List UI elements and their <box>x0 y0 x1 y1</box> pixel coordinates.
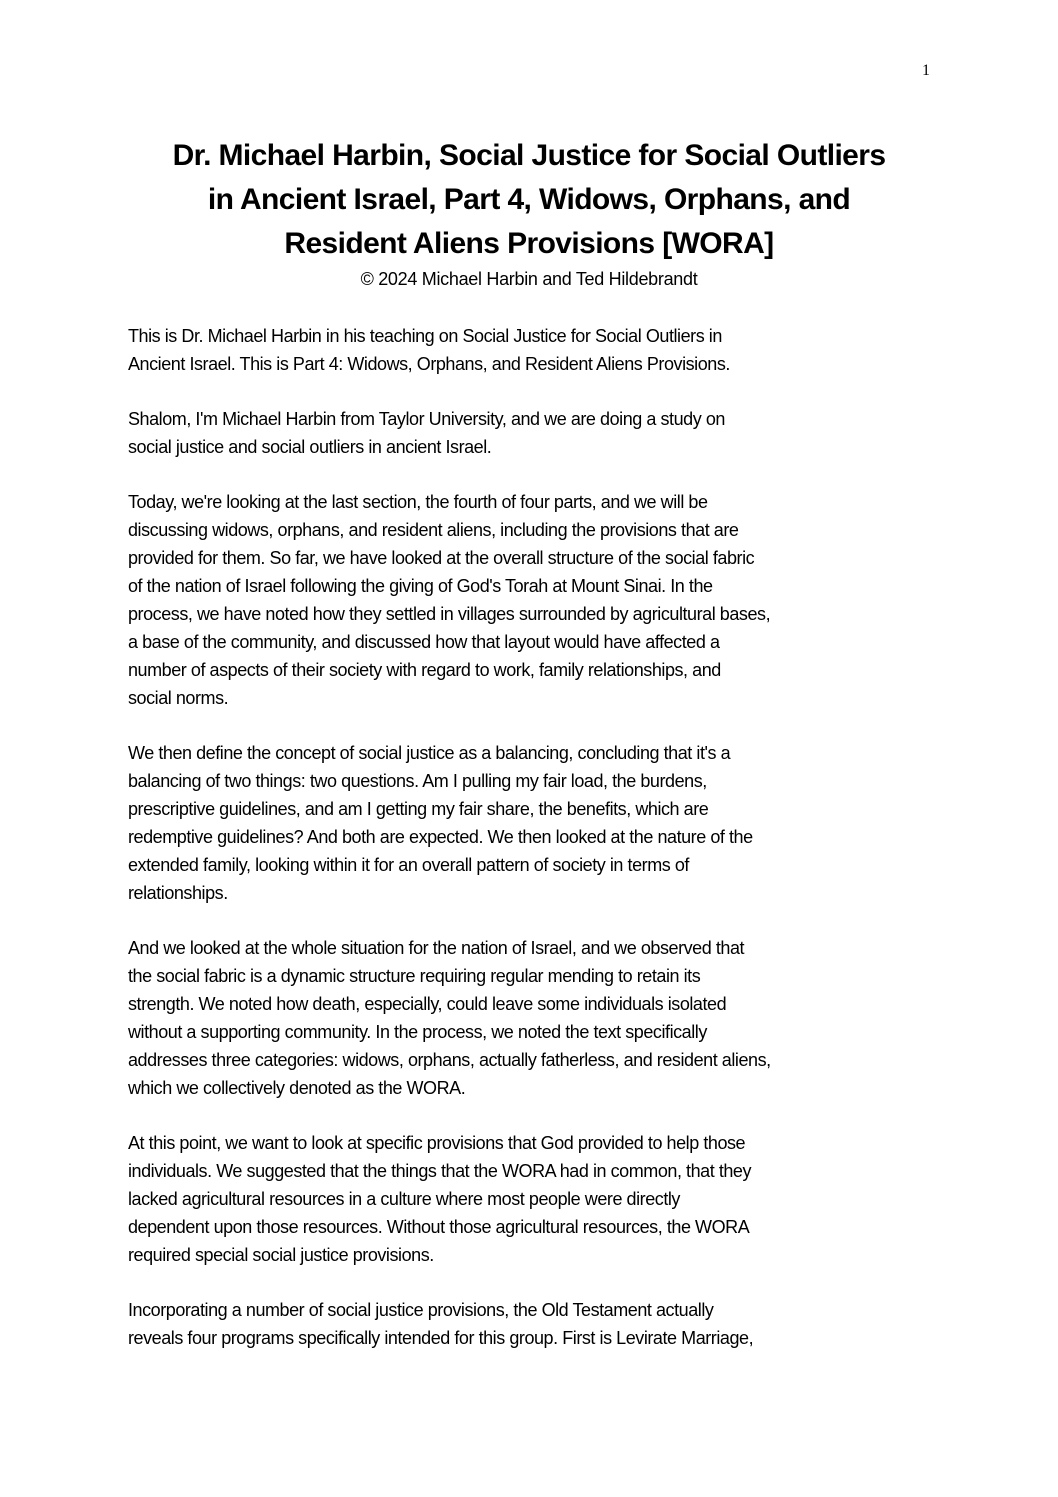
text-line: discussing widows, orphans, and resident aliens, including the provisions that are <box>128 520 739 540</box>
paragraph-four-programs <box>128 1296 938 1352</box>
title-line: in Ancient Israel, Part 4, Widows, Orphans, and <box>207 183 851 216</box>
paragraph-provisions <box>128 1129 938 1269</box>
text-line: We then define the concept of social justice as a balancing, concluding that it's a <box>128 743 731 763</box>
text-line: dependent upon those resources. Without those agricultural resources, the WORA <box>128 1217 750 1237</box>
text-line: This is Dr. Michael Harbin in his teaching on Social Justice for Social Outliers in <box>128 326 722 346</box>
text-line: At this point, we want to look at specific provisions that God provided to help those <box>128 1133 746 1153</box>
text-line: relationships. <box>128 883 228 903</box>
text-line: Shalom, I'm Michael Harbin from Taylor University, and we are doing a study on <box>128 409 725 429</box>
text-line: individuals. We suggested that the things that the WORA had in common, that they <box>128 1161 752 1181</box>
text-line: extended family, looking within it for an overall pattern of society in terms of <box>128 855 689 875</box>
document-body <box>128 322 938 1379</box>
text-line: prescriptive guidelines, and am I getting my fair share, the benefits, which are <box>128 799 709 819</box>
text-line: provided for them. So far, we have looked at the overall structure of the social fabric <box>128 548 755 568</box>
text-line: without a supporting community. In the process, we noted the text specifically <box>128 1022 707 1042</box>
document-title <box>110 134 948 266</box>
text-line: reveals four programs specifically intended for this group. First is Levirate Marriage, <box>128 1328 754 1348</box>
text-line: Ancient Israel. This is Part 4: Widows, Orphans, and Resident Aliens Provisions. <box>128 354 730 374</box>
paragraph-intro <box>128 322 938 378</box>
paragraph-social-fabric <box>128 934 938 1102</box>
text-line: addresses three categories: widows, orphans, actually fatherless, and resident aliens, <box>128 1050 771 1070</box>
text-line: balancing of two things: two questions. Am I pulling my fair load, the burdens, <box>128 771 707 791</box>
title-line: Resident Aliens Provisions [WORA] <box>284 227 774 260</box>
text-line: number of aspects of their society with regard to work, family relationships, and <box>128 660 721 680</box>
text-line: Incorporating a number of social justice provisions, the Old Testament actually <box>128 1300 714 1320</box>
text-line: which we collectively denoted as the WORA. <box>128 1078 466 1098</box>
paragraph-overview <box>128 488 938 712</box>
text-line: redemptive guidelines? And both are expected. We then looked at the nature of the <box>128 827 753 847</box>
text-line: strength. We noted how death, especially, could leave some individuals isolated <box>128 994 727 1014</box>
page-number: 1 <box>922 62 930 79</box>
text-line: a base of the community, and discussed how that layout would have affected a <box>128 632 720 652</box>
text-line: the social fabric is a dynamic structure requiring regular mending to retain its <box>128 966 701 986</box>
text-line: And we looked at the whole situation for the nation of Israel, and we observed that <box>128 938 745 958</box>
title-line: Dr. Michael Harbin, Social Justice for Social Outliers <box>172 139 886 172</box>
text-line: social norms. <box>128 688 229 708</box>
paragraph-greeting <box>128 405 938 461</box>
text-line: required special social justice provisions. <box>128 1245 434 1265</box>
paragraph-social-justice <box>128 739 938 907</box>
text-line: Today, we're looking at the last section, the fourth of four parts, and we will be <box>128 492 708 512</box>
text-line: process, we have noted how they settled in villages surrounded by agricultural bases, <box>128 604 771 624</box>
text-line: social justice and social outliers in ancient Israel. <box>128 437 492 457</box>
copyright-notice: © 2024 Michael Harbin and Ted Hildebrandt <box>360 269 698 289</box>
text-line: of the nation of Israel following the giving of God's Torah at Mount Sinai. In the <box>128 576 713 596</box>
text-line: lacked agricultural resources in a culture where most people were directly <box>128 1189 680 1209</box>
